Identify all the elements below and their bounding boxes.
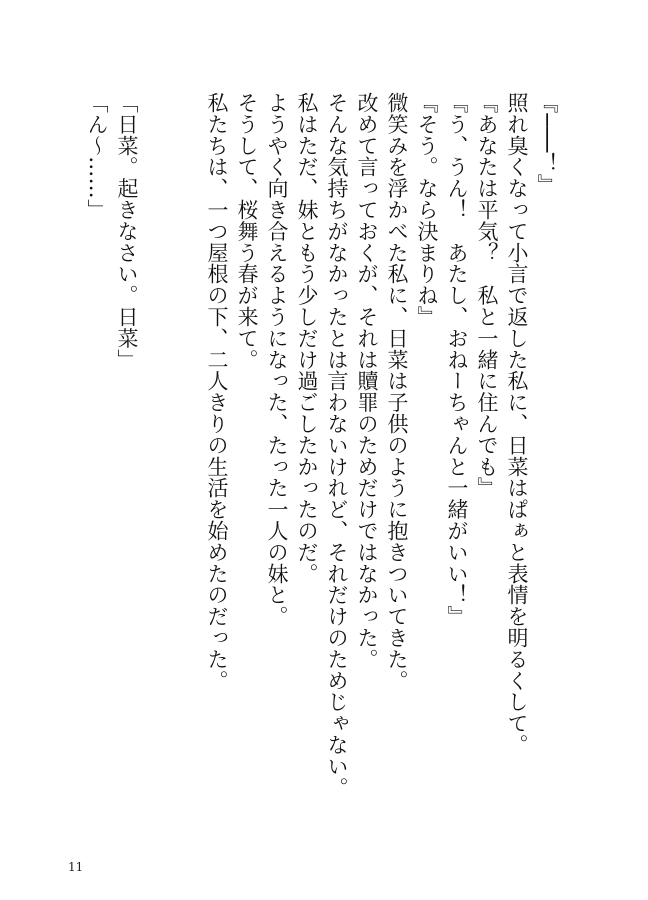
text-line: 『そう。なら決まりね』 [415, 92, 439, 328]
text-line: そんな気持ちがなかったとは言わないけれど、それだけのためじゃない。 [325, 92, 349, 799]
page-number: 11 [68, 860, 84, 874]
text-line: 『あなたは平気？ 私と一緒に住んでも』 [475, 92, 499, 499]
text-line: 私はただ、妹ともう少しだけ過ごしたかったのだ。 [295, 92, 319, 585]
text-line: 『───！』 [535, 92, 559, 196]
text-line: 私たちは、一つ屋根の下、二人きりの生活を始めたのだった。 [205, 92, 229, 692]
vertical-text-block [82, 92, 562, 799]
dialogue-line: 「ん〜……」 [85, 92, 109, 221]
text-line: ようやく向き合えるようになった、たった一人の妹と。 [265, 92, 289, 627]
text-line: そうして、桜舞う春が来て。 [235, 92, 259, 371]
text-line: 照れ臭くなって小言で返した私に、日菜はぱぁと表情を明るくして。 [505, 92, 529, 756]
dialogue-line: 「日菜。起きなさい。日菜」 [115, 92, 139, 371]
text-line: 改めて言っておくが、それは贖罪のためだけではなかった。 [355, 92, 379, 670]
section-spacer [142, 92, 202, 692]
text-line: 微笑みを浮かべた私に、日菜は子供のように抱きついてきた。 [385, 92, 409, 692]
text-line: 『う、うん！ あたし、おねーちゃんと一緒がいい！』 [445, 92, 469, 627]
